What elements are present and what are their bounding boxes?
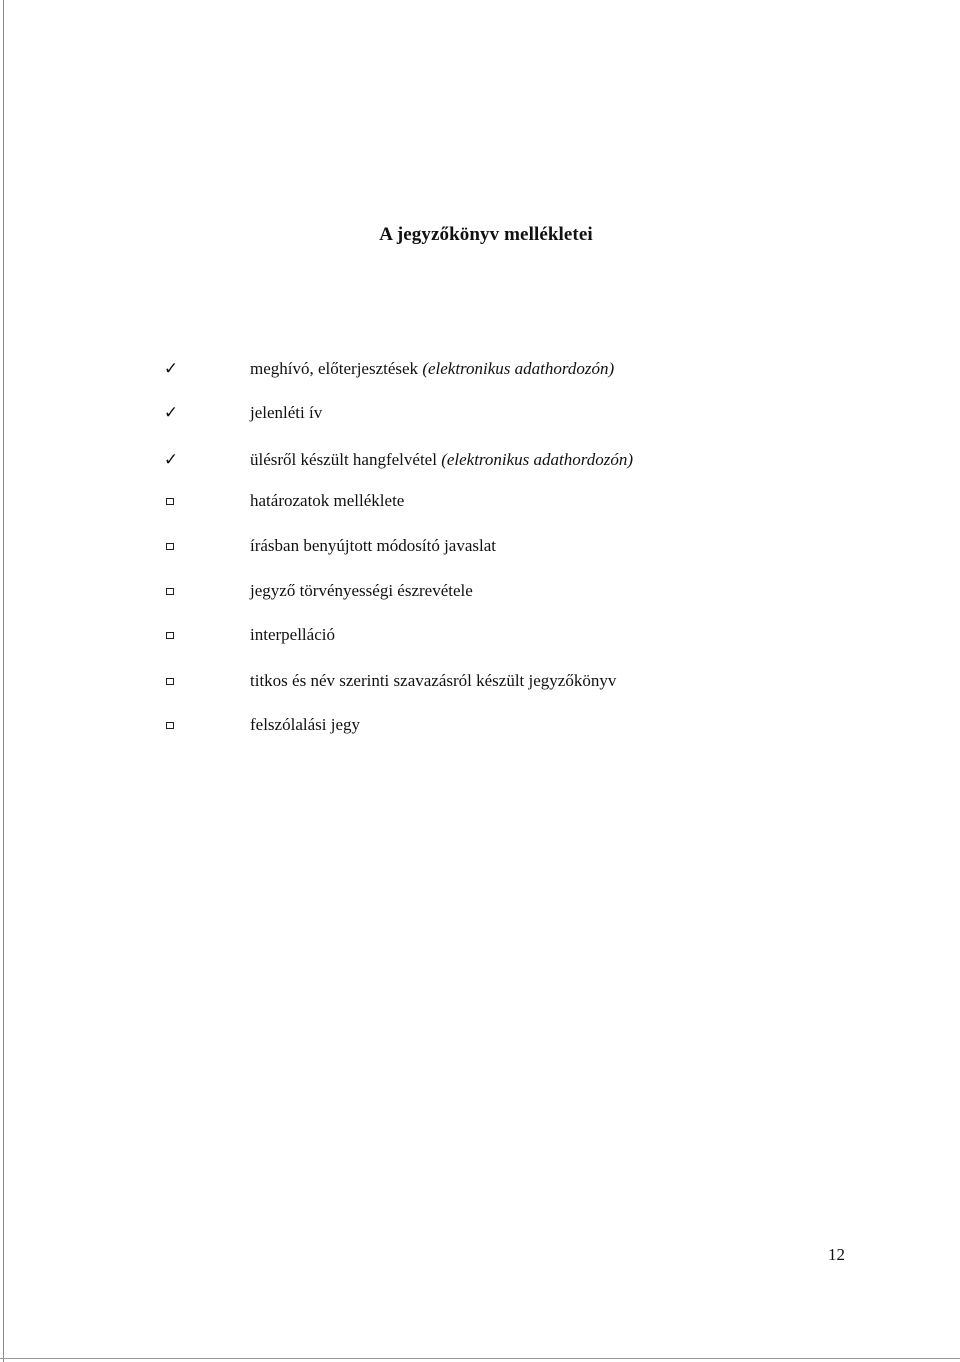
page-number: 12: [828, 1245, 845, 1264]
list-item: [0, 400, 960, 426]
scan-edge-bottom: [0, 1358, 960, 1359]
list-item: [0, 356, 960, 382]
check-mark-icon: ✓: [163, 403, 179, 423]
check-mark-icon: ✓: [163, 359, 179, 379]
list-item-label: felszólalási jegy: [250, 715, 360, 734]
page-title: A jegyzőkönyv mellékletei: [379, 224, 593, 245]
list-item: [0, 578, 960, 604]
list-item-label: titkos és név szerinti szavazásról készült jegyzőkönyv: [250, 671, 617, 690]
check-mark-icon: ✓: [163, 450, 179, 470]
empty-checkbox-icon: [162, 536, 180, 556]
empty-checkbox-icon: [162, 491, 180, 511]
list-item: [0, 622, 960, 648]
list-item: [0, 447, 960, 473]
list-item-label: interpelláció: [250, 625, 335, 644]
empty-checkbox-icon: [162, 581, 180, 601]
list-item-label: jegyző törvényességi észrevétele: [250, 581, 473, 600]
list-item: [0, 668, 960, 694]
list-item-label: ülésről készült hangfelvétel (elektronikus adathordozón): [250, 450, 634, 469]
list-item: [0, 488, 960, 514]
list-item-label: meghívó, előterjesztések (elektronikus adathordozón): [250, 359, 615, 378]
list-item: [0, 533, 960, 559]
list-item-label: határozatok melléklete: [250, 491, 405, 510]
empty-checkbox-icon: [162, 671, 180, 691]
empty-checkbox-icon: [162, 625, 180, 645]
list-item-label: írásban benyújtott módosító javaslat: [250, 536, 496, 555]
list-item-label: jelenléti ív: [250, 403, 323, 422]
list-item: [0, 712, 960, 738]
empty-checkbox-icon: [162, 715, 180, 735]
